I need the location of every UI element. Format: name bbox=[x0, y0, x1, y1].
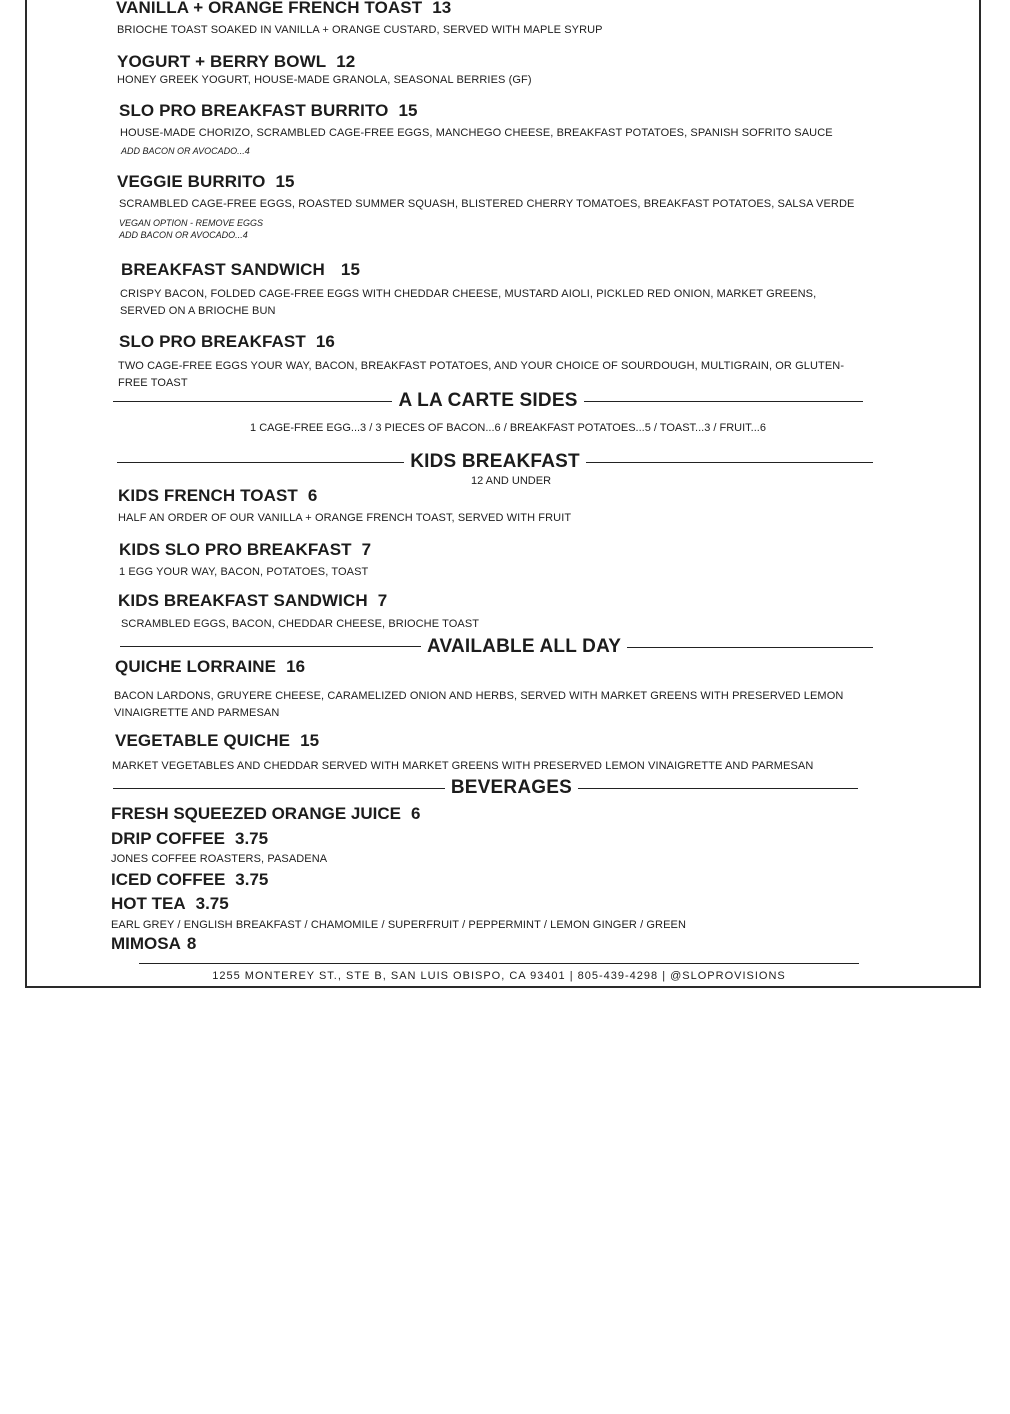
item-title: KIDS FRENCH TOAST 6 bbox=[118, 486, 318, 505]
item-note: VEGAN OPTION - REMOVE EGGS bbox=[119, 218, 264, 228]
beverage-title: DRIP COFFEE 3.75 bbox=[111, 829, 269, 848]
item-description: MARKET VEGETABLES AND CHEDDAR SERVED WITH MARKET GREENS WITH PRESERVED LEMON VINAIGRETTE AND PARMESAN bbox=[112, 760, 814, 772]
item-note: ADD BACON OR AVOCADO...4 bbox=[121, 146, 250, 156]
item-description: CRISPY BACON, FOLDED CAGE-FREE EGGS WITH CHEDDAR CHEESE, MUSTARD AIOLI, PICKLED RED ONION, MARKET GREENS, SERVED ON A BRIOCHE BUN bbox=[120, 288, 817, 317]
item-title: YOGURT + BERRY BOWL 12 bbox=[117, 52, 356, 71]
section-header-sides bbox=[113, 390, 863, 412]
beverage-description: EARL GREY / ENGLISH BREAKFAST / CHAMOMILE / SUPERFRUIT / PEPPERMINT / LEMON GINGER / GREEN bbox=[111, 919, 687, 931]
item-description: 1 EGG YOUR WAY, BACON, POTATOES, TOAST bbox=[119, 566, 369, 578]
item-title: KIDS SLO PRO BREAKFAST 7 bbox=[119, 540, 372, 559]
item-description: HOUSE-MADE CHORIZO, SCRAMBLED CAGE-FREE EGGS, MANCHEGO CHEESE, BREAKFAST POTATOES, SPANISH SOFRITO SAUCE bbox=[120, 127, 833, 139]
item-title: BREAKFAST SANDWICH 15 bbox=[121, 260, 361, 279]
section-subtitle: 12 AND UNDER bbox=[470, 475, 552, 487]
item-description: HONEY GREEK YOGURT, HOUSE-MADE GRANOLA, SEASONAL BERRIES (GF) bbox=[117, 74, 532, 86]
footer-address: 1255 MONTEREY ST., STE B, SAN LUIS OBISPO, CA 93401 | 805-439-4298 | @SLOPROVISIONS bbox=[212, 970, 786, 982]
item-note: ADD BACON OR AVOCADO...4 bbox=[119, 230, 248, 240]
item-title: QUICHE LORRAINE 16 bbox=[115, 657, 306, 676]
item-title: VEGGIE BURRITO 15 bbox=[117, 172, 295, 191]
item-title: SLO PRO BREAKFAST 16 bbox=[119, 332, 335, 351]
item-description: HALF AN ORDER OF OUR VANILLA + ORANGE FRENCH TOAST, SERVED WITH FRUIT bbox=[118, 512, 572, 524]
beverage-title: MIMOSA 8 bbox=[111, 934, 197, 953]
beverage-title: ICED COFFEE 3.75 bbox=[111, 870, 269, 889]
section-title: AVAILABLE ALL DAY bbox=[427, 636, 622, 657]
section-rule-left bbox=[120, 646, 421, 647]
section-header-kids bbox=[117, 451, 873, 473]
section-title: BEVERAGES bbox=[450, 777, 572, 798]
item-title: VEGETABLE QUICHE 15 bbox=[115, 731, 320, 750]
item-description: SCRAMBLED EGGS, BACON, CHEDDAR CHEESE, BRIOCHE TOAST bbox=[121, 618, 480, 630]
beverage-description: JONES COFFEE ROASTERS, PASADENA bbox=[111, 853, 328, 865]
item-description: TWO CAGE-FREE EGGS YOUR WAY, BACON, BREAKFAST POTATOES, AND YOUR CHOICE OF SOURDOUGH, MULTIGRAIN, OR GLUTEN-FREE TOAST bbox=[118, 360, 845, 389]
sides-list: 1 CAGE-FREE EGG...3 / 3 PIECES OF BACON...6 / BREAKFAST POTATOES...5 / TOAST...3 / FRUIT...6 bbox=[250, 422, 766, 434]
beverage-title: HOT TEA 3.75 bbox=[111, 894, 229, 913]
section-header-beverages bbox=[113, 777, 858, 799]
item-description: BACON LARDONS, GRUYERE CHEESE, CARAMELIZED ONION AND HERBS, SERVED WITH MARKET GREENS WITH PRESERVED LEMON VINAIGRETTE AND PARMESAN bbox=[114, 690, 844, 719]
item-title: KIDS BREAKFAST SANDWICH 7 bbox=[118, 591, 388, 610]
section-header-allday bbox=[421, 636, 873, 658]
item-title: VANILLA + ORANGE FRENCH TOAST 13 bbox=[116, 0, 452, 17]
item-title: SLO PRO BREAKFAST BURRITO 15 bbox=[119, 101, 418, 120]
item-description: BRIOCHE TOAST SOAKED IN VANILLA + ORANGE CUSTARD, SERVED WITH MAPLE SYRUP bbox=[117, 24, 603, 36]
footer-divider bbox=[139, 963, 859, 964]
item-description: SCRAMBLED CAGE-FREE EGGS, ROASTED SUMMER SQUASH, BLISTERED CHERRY TOMATOES, BREAKFAST POTATOES, SALSA VERDE bbox=[119, 198, 855, 210]
section-title: KIDS BREAKFAST bbox=[410, 451, 580, 472]
section-title: A LA CARTE SIDES bbox=[398, 390, 578, 411]
beverage-title: FRESH SQUEEZED ORANGE JUICE 6 bbox=[111, 804, 421, 823]
